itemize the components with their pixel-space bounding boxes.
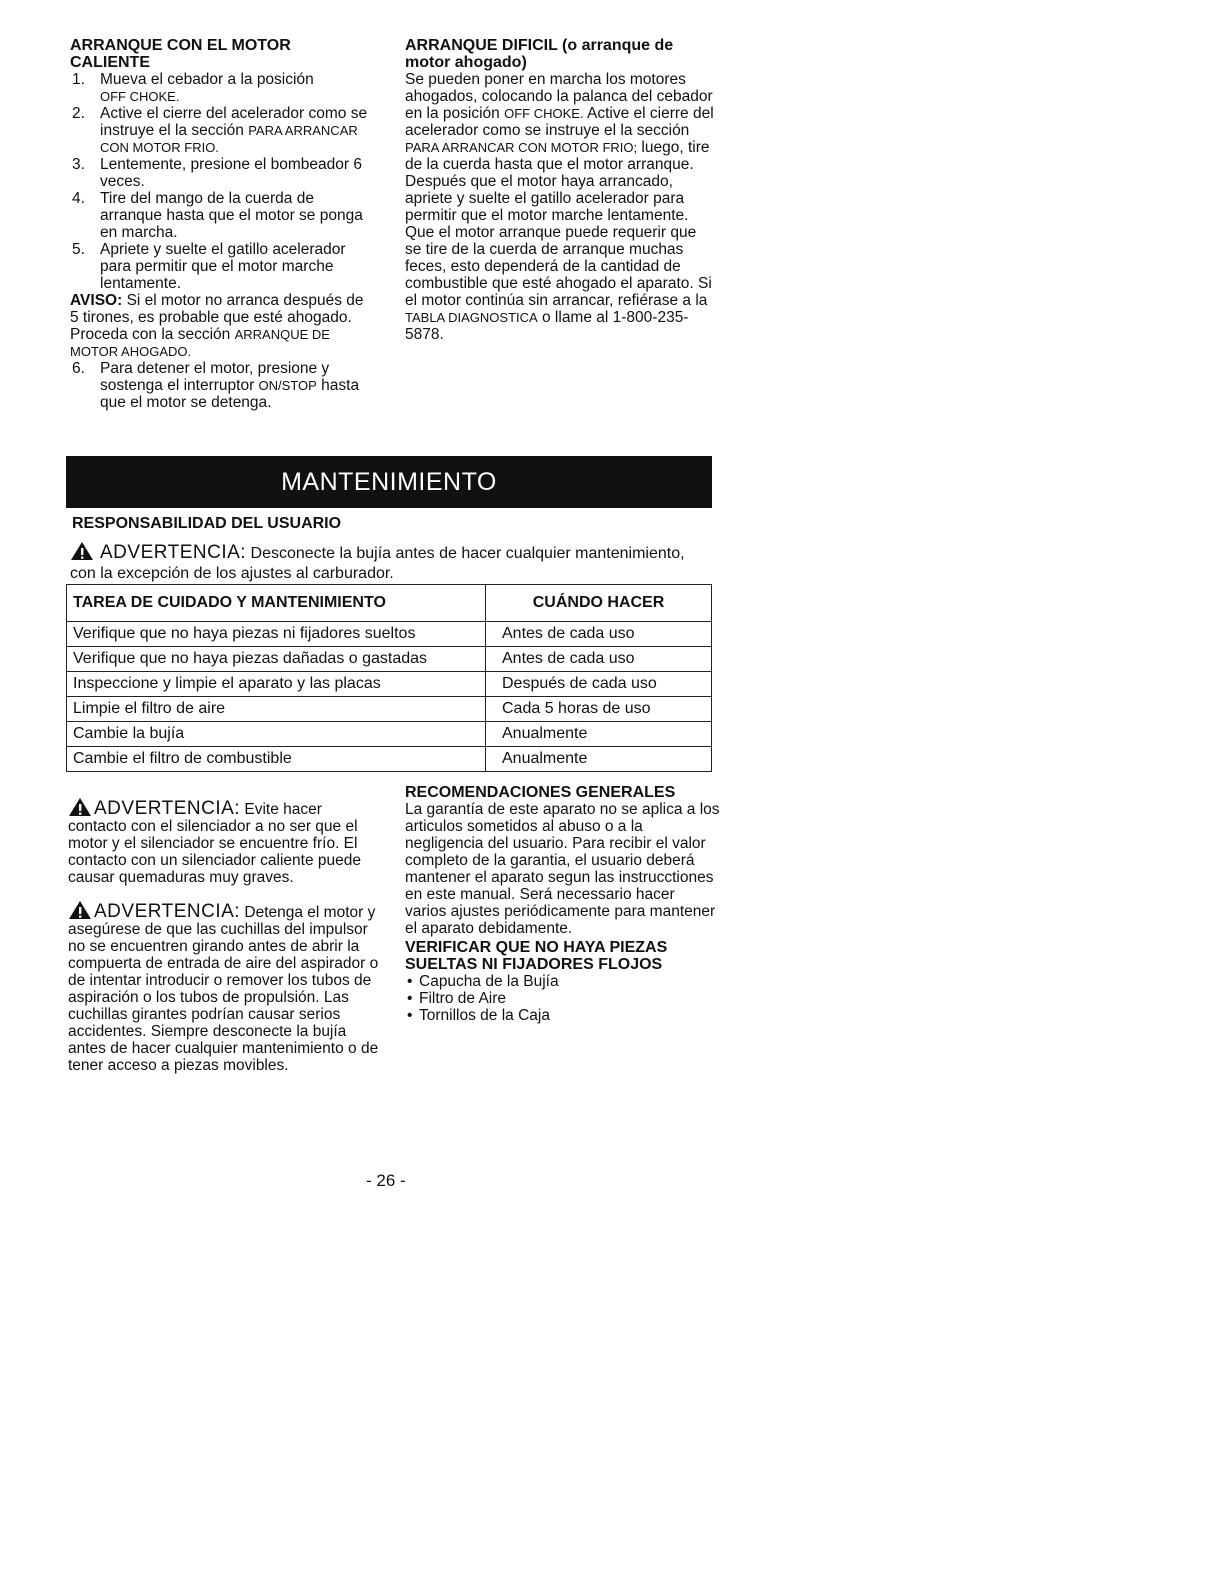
column-header: CUÁNDO HACER (486, 585, 712, 622)
flooded-start-title: ARRANQUE DIFICIL (o arranque de motor ahogado) (405, 37, 674, 71)
list-item: 1. Mueva el cebador a la posición OFF CHOKE. (72, 71, 314, 104)
hot-start-title: ARRANQUE CON EL MOTOR CALIENTE (70, 37, 291, 71)
table-cell: Verifique que no haya piezas ni fijadores sueltos (67, 622, 486, 647)
table-cell: Anualmente (486, 722, 712, 747)
notice-label: AVISO: (70, 292, 123, 309)
table-cell: Antes de cada uso (486, 647, 712, 672)
muffler-warning (68, 797, 380, 886)
flooded-start-text: Se pueden poner en marcha los motores ahogados, colocando la palanca del cebador en la posición OFF CHOKE. Active el cierre del acelerador como se instruye el la sección PARA ARRANCAR CON MOTOR FRIO; luego, tire de la cuerda hasta que el motor arranque. Después que el motor haya arrancado, apriete y suelte el gatillo acelerador para permitir que el motor marche lentamente. Que el motor arranque puede requerir que se tire de la cuerda de arranque muchas feces, esto dependerá de la cantidad de combustible que esté ahogado el aparato. Si el motor continúa sin arrancar, refiérase a la TABLA DIAGNOSTICA o llame al 1-800-235-5878. (405, 71, 714, 343)
check-loose-list (405, 973, 720, 1024)
table-row (67, 622, 712, 647)
hot-start-steps (70, 71, 370, 292)
general-recommendations (405, 784, 720, 1024)
list-item: • Tornillos de la Caja (405, 1007, 720, 1024)
muffler-warnings (68, 797, 380, 1074)
table-cell: Cada 5 horas de uso (486, 697, 712, 722)
list-item: 6. Para detener el motor, presione y sostenga el interruptor ON/STOP hasta que el motor se detenga. (72, 360, 360, 411)
table-cell: Cambie la bujía (67, 722, 486, 747)
table-row (67, 697, 712, 722)
general-title: RECOMENDACIONES GENERALES (405, 784, 676, 801)
list-item: 2. Active el cierre del acelerador como se instruye el la sección PARA ARRANCAR CON MOTOR FRIO. (72, 105, 368, 155)
warning-label: ADVERTENCIA: (100, 542, 247, 563)
section-title-bar: MANTENIMIENTO (66, 456, 712, 508)
warning-text: Detenga el motor y asegúrese de que las cuchillas del impulsor no se encuentren girando antes de abrir la compuerta de entrada de aire del aspirador o de intentar introducir o remover los tubos de aspiración o los tubos de propulsión. Las cuchillas girantes podrían causar serios accidentes. Siempre desconecte la bujía antes de hacer cualquier mantenimiento o de tener acceso a piezas movibles. (68, 904, 379, 1074)
table-row (67, 672, 712, 697)
column-header: TAREA DE CUIDADO Y MANTENIMIENTO (67, 585, 486, 622)
flooded-start-section (405, 37, 715, 343)
maintenance-table (66, 584, 712, 772)
impeller-warning (68, 900, 380, 1074)
hot-start-steps-continued (70, 360, 370, 411)
table-cell: Después de cada uso (486, 672, 712, 697)
warning-icon (68, 900, 92, 920)
table-row (67, 747, 712, 772)
table-row (67, 647, 712, 672)
warning-label: ADVERTENCIA: (94, 798, 241, 819)
table-cell: Cambie el filtro de combustible (67, 747, 486, 772)
list-item: 3. Lentemente, presione el bombeador 6 veces. (72, 156, 362, 190)
list-item: 5. Apriete y suelte el gatillo acelerador para permitir que el motor marche lentamente. (72, 241, 346, 292)
user-responsibility-title: RESPONSABILIDAD DEL USUARIO (72, 515, 342, 532)
list-item: • Capucha de la Bujía (405, 973, 720, 990)
table-header-row (67, 585, 712, 622)
table-row (67, 722, 712, 747)
table-cell: Anualmente (486, 747, 712, 772)
warning-icon (68, 797, 92, 817)
warning-label: ADVERTENCIA: (94, 901, 241, 922)
warning-text: Desconecte la bujía antes de hacer cualquier mantenimiento, con la excepción de los ajustes al carburador. (70, 545, 685, 582)
list-item: 4. Tire del mango de la cuerda de arranque hasta que el motor se ponga en marcha. (72, 190, 363, 241)
warning-icon (70, 541, 94, 561)
table-cell: Verifique que no haya piezas dañadas o gastadas (67, 647, 486, 672)
page-number: - 26 - (366, 1171, 406, 1190)
list-item: • Filtro de Aire (405, 990, 720, 1007)
hot-start-section (70, 37, 370, 411)
check-loose-title: VERIFICAR QUE NO HAYA PIEZAS SUELTAS NI FIJADORES FLOJOS (405, 939, 668, 973)
disconnect-warning (70, 541, 710, 584)
notice-paragraph: AVISO: Si el motor no arranca después de 5 tirones, es probable que esté ahogado. Proceda con la sección ARRANQUE DE MOTOR AHOGADO. (70, 292, 364, 359)
table-cell: Inspeccione y limpie el aparato y las placas (67, 672, 486, 697)
general-text: La garantía de este aparato no se aplica a los articulos sometidos al abuso o a la negligencia del usuario. Para recibir el valor completo de la garantia, el usuario deberá mantener el aparato segun las instrucctiones en este manual. Será necessario hacer varios ajustes periódicamente para mantener el aparato debidamente. (405, 801, 720, 937)
table-cell: Limpie el filtro de aire (67, 697, 486, 722)
warning-text: Evite hacer contacto con el silenciador a no ser que el motor y el silenciador se encuentre frío. El contacto con un silenciador caliente puede causar quemaduras muy graves. (68, 801, 361, 886)
table-cell: Antes de cada uso (486, 622, 712, 647)
